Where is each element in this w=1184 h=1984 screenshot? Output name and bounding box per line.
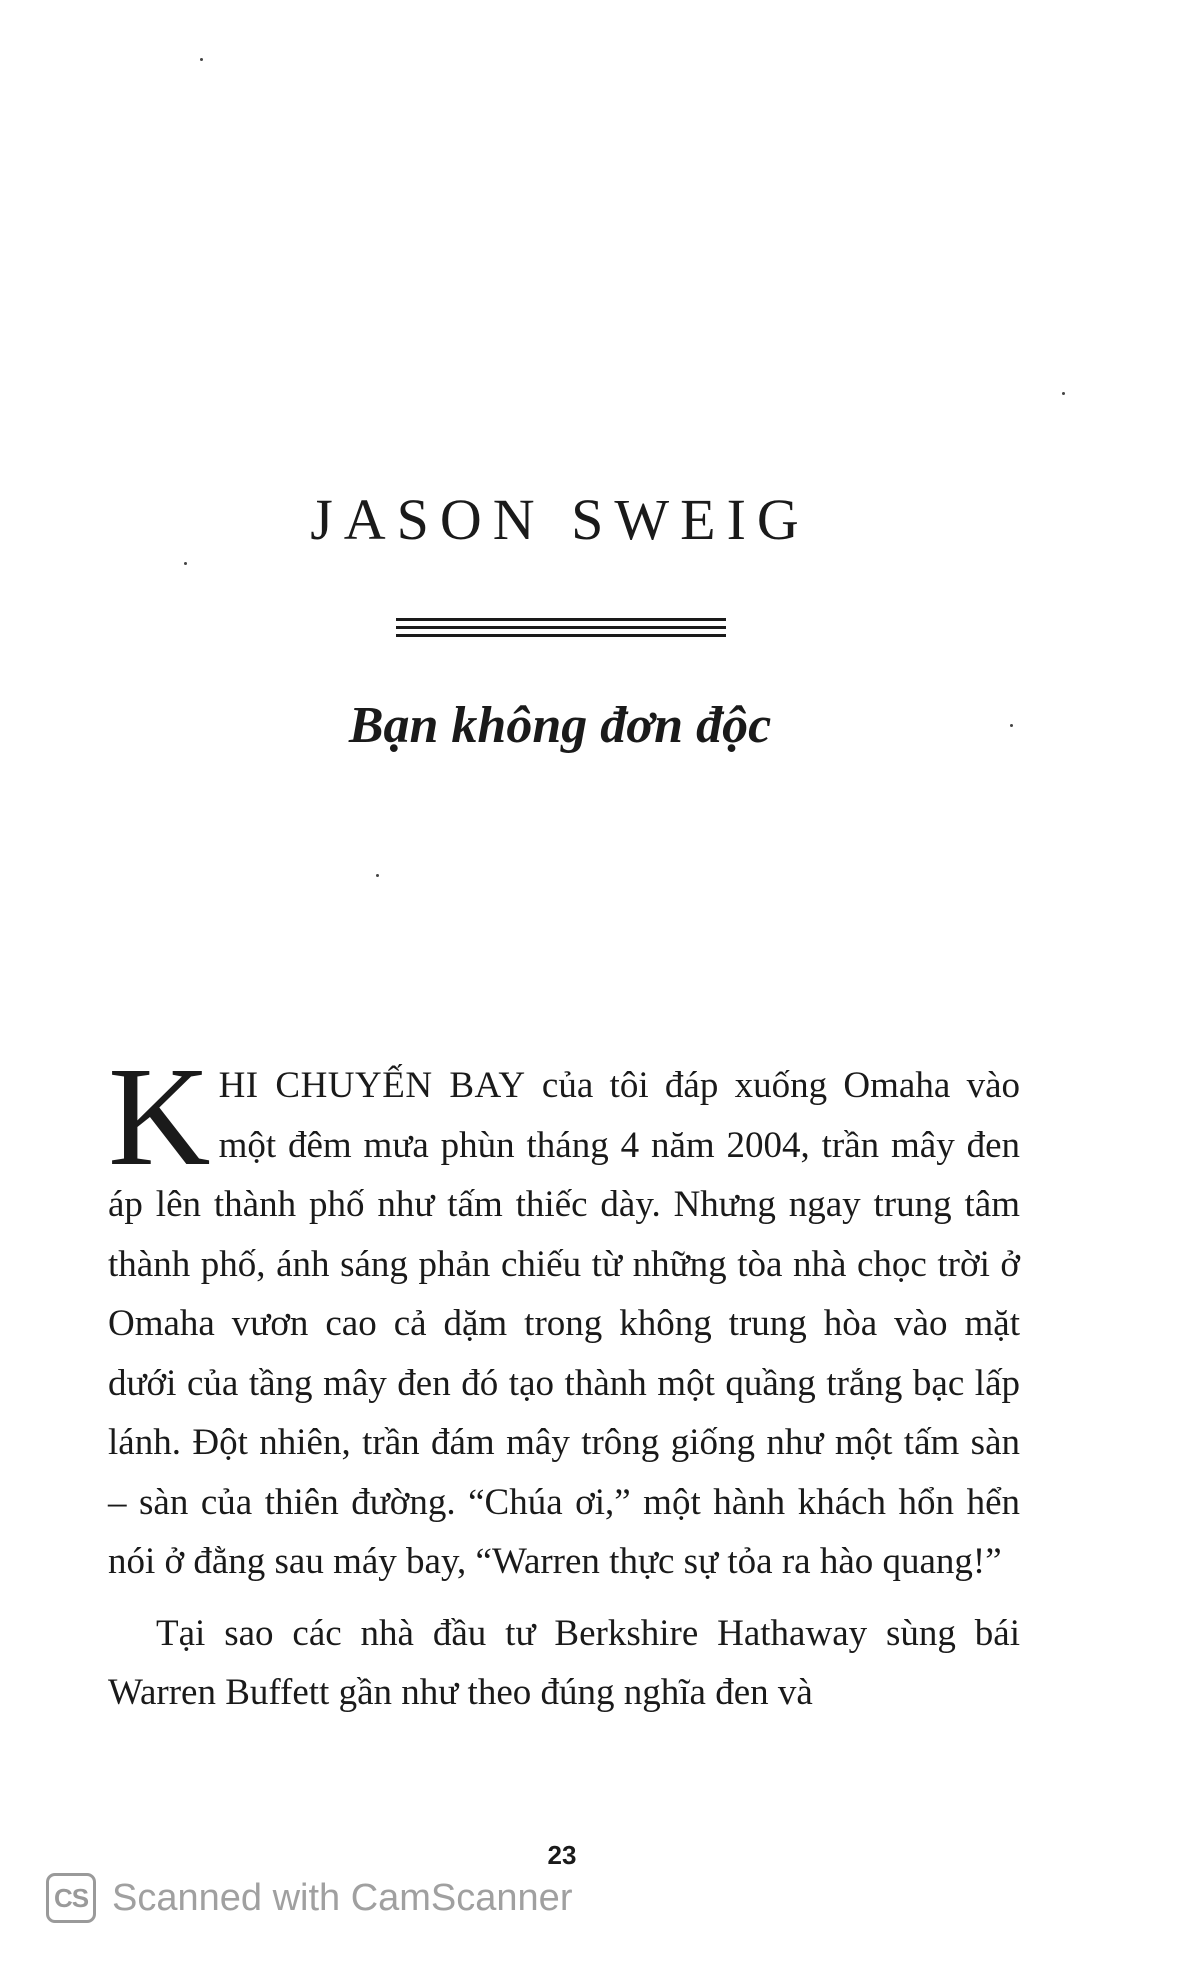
scan-speck — [376, 874, 379, 877]
scan-speck — [184, 562, 187, 565]
triple-rule-divider — [396, 618, 726, 640]
camscanner-watermark — [46, 1868, 572, 1928]
paragraph-2: Tại sao các nhà đầu tư Berkshire Hathaway sùng bái Warren Buffett gần như theo đúng nghĩa đen và — [108, 1612, 1020, 1713]
camscanner-logo-icon: CS — [46, 1873, 96, 1923]
paragraph-1-text: của tôi đáp xuống Omaha vào một đêm mưa phùn tháng 4 năm 2004, trần mây đen áp lên thành phố như tấm thiếc dày. Nhưng ngay trung tâm thành phố, ánh sáng phản chiếu từ những tòa nhà chọc trời ở Omaha vươn cao cả dặm trong không trung hòa vào mặt dưới của tầng mây đen đó tạo thành một quầng trắng bạc lấp lánh. Đột nhiên, trần đám mây trông giống như một tấm sàn – sàn của thiên đường. “Chúa ơi,” một hành khách hổn hển nói ở đằng sau máy bay, “Warren thực sự tỏa ra hào quang!” — [108, 1065, 1020, 1582]
chapter-subtitle: Bạn không đơn độc — [348, 697, 772, 754]
page-number: 23 — [547, 1840, 577, 1870]
scan-speck — [200, 58, 203, 61]
drop-cap: K — [108, 1037, 211, 1195]
scan-speck — [1062, 392, 1065, 395]
lead-in-smallcaps: HI CHUYẾN BAY — [218, 1065, 526, 1106]
paragraph-1 — [108, 1037, 1020, 1592]
chapter-author: JASON SWEIG — [310, 487, 810, 552]
watermark-text: Scanned with CamScanner — [112, 1876, 573, 1919]
chapter-body — [108, 1037, 1020, 1723]
